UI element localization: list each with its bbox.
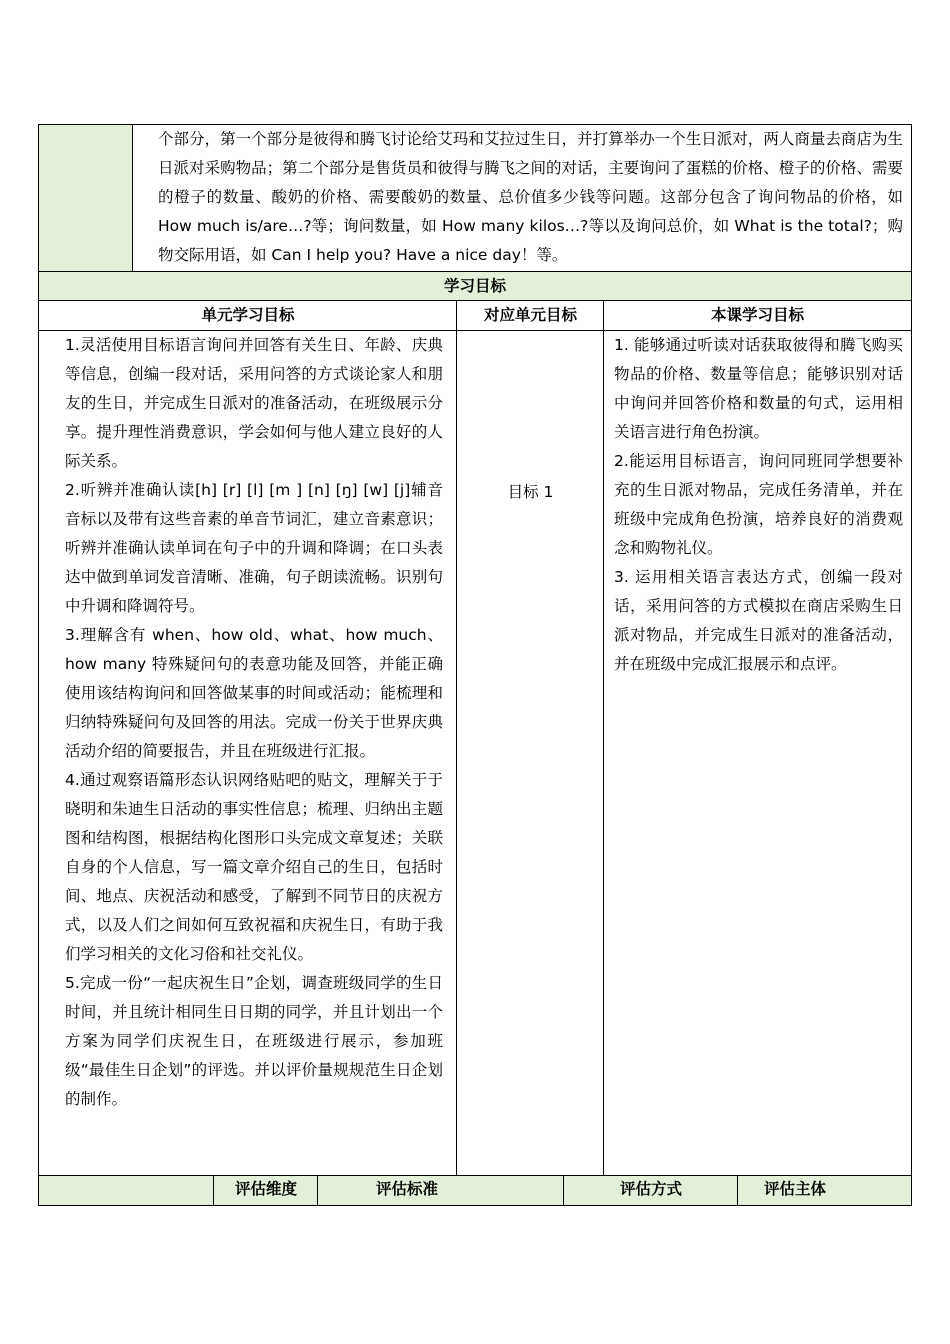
mapping-header: 对应单元目标: [456, 300, 604, 331]
lesson-goals-header: 本课学习目标: [603, 300, 912, 331]
unit-goal-3: 3.理解含有 when、how old、what、how much、how many 特殊疑问句的表意功能及回答，并能正确使用该结构询问和回答做某事的时间或活动；能梳理和归纳特殊疑问句及回答的用法。完成一份关于世界庆典活动介绍的简要报告，并且在班级进行汇报。: [65, 626, 443, 760]
unit-goals-cell: [38, 330, 457, 1176]
lesson-goal-1: 1. 能够通过听读对话获取彼得和腾飞购买物品的价格、数量等信息；能够识别对话中询问并回答价格和数量的句式，运用相关语言进行角色扮演。: [614, 336, 903, 441]
intro-text-cell: [132, 124, 912, 272]
unit-goal-4: 4.通过观察语篇形态认识网络贴吧的贴文，理解关于于晓明和朱迪生日活动的事实性信息；梳理、归纳出主题图和结构图，根据结构化图形口头完成文章复述；关联自身的个人信息，写一篇文章介绍自己的生日，包括时间、地点、庆祝活动和感受，了解到不同节日的庆祝方式，以及人们之间如何互致祝福和庆祝生日，有助于我们学习相关的文化习俗和社交礼仪。: [65, 771, 443, 963]
mapping-cell-lower: [456, 649, 604, 1176]
assessment-subject-label: 评估主体: [764, 1180, 827, 1198]
mapping-value: 目标 1: [507, 482, 554, 501]
assessment-subject-header: [737, 1175, 912, 1206]
assessment-blank-header: [38, 1175, 214, 1206]
intro-text: 个部分，第一个部分是彼得和腾飞讨论给艾玛和艾拉过生日，并打算举办一个生日派对，两人商量去商店为生日派对采购物品；第二个部分是售货员和彼得与腾飞之间的对话，主要询问了蛋糕的价格、橙子的价格、需要的橙子的数量、酸奶的价格、需要酸奶的数量、总价值多少钱等问题。这部分包含了询问物品的价格，如 How much is/are…?等；询问数量，如 How many kilos…?等以及询问总价，如 What is the total?；购物交际用语，如 Can I help you? Have a nice day！等。: [158, 130, 903, 264]
intro-label-cell: [38, 124, 133, 272]
unit-goal-5: 5.完成一份“一起庆祝生日”企划，调查班级同学的生日时间，并且统计相同生日日期的同学，并且计划出一个方案为同学们庆祝生日，在班级进行展示，参加班级“最佳生日企划”的评选。并以评价量规规范生日企划的制作。: [65, 974, 443, 1108]
assessment-standard-label: 评估标准: [376, 1180, 439, 1198]
unit-goal-1: 1.灵活使用目标语言询问并回答有关生日、年龄、庆典等信息，创编一段对话，采用问答的方式谈论家人和朋友的生日，并完成生日派对的准备活动，在班级展示分享。提升理性消费意识，学会如何与他人建立良好的人际关系。: [65, 336, 443, 470]
assessment-dimension-header: 评估维度: [213, 1175, 318, 1206]
unit-goals-header: 单元学习目标: [38, 300, 457, 331]
lesson-goals-cell: [603, 330, 912, 1176]
assessment-standard-header: [317, 1175, 564, 1206]
lesson-goal-2: 2.能运用目标语言，询问同班同学想要补充的生日派对物品，完成任务清单，并在班级中完成角色扮演，培养良好的消费观念和购物礼仪。: [614, 452, 903, 557]
objectives-section-title: 学习目标: [38, 271, 912, 301]
unit-goal-2: 2.听辨并准确认读[h] [r] [l] [m ] [n] [ŋ] [w] [j]辅音音标以及带有这些音素的单音节词汇，建立音素意识；听辨并准确认读单词在句子中的升调和降调；在口头表达中做到单词发音清晰、准确，句子朗读流畅。识别句中升调和降调符号。: [65, 481, 443, 615]
mapping-cell: [456, 330, 604, 650]
assessment-method-header: 评估方式: [563, 1175, 738, 1206]
lesson-goal-3: 3. 运用相关语言表达方式，创编一段对话，采用问答的方式模拟在商店采购生日派对物品，并完成生日派对的准备活动，并在班级中完成汇报展示和点评。: [614, 568, 903, 673]
